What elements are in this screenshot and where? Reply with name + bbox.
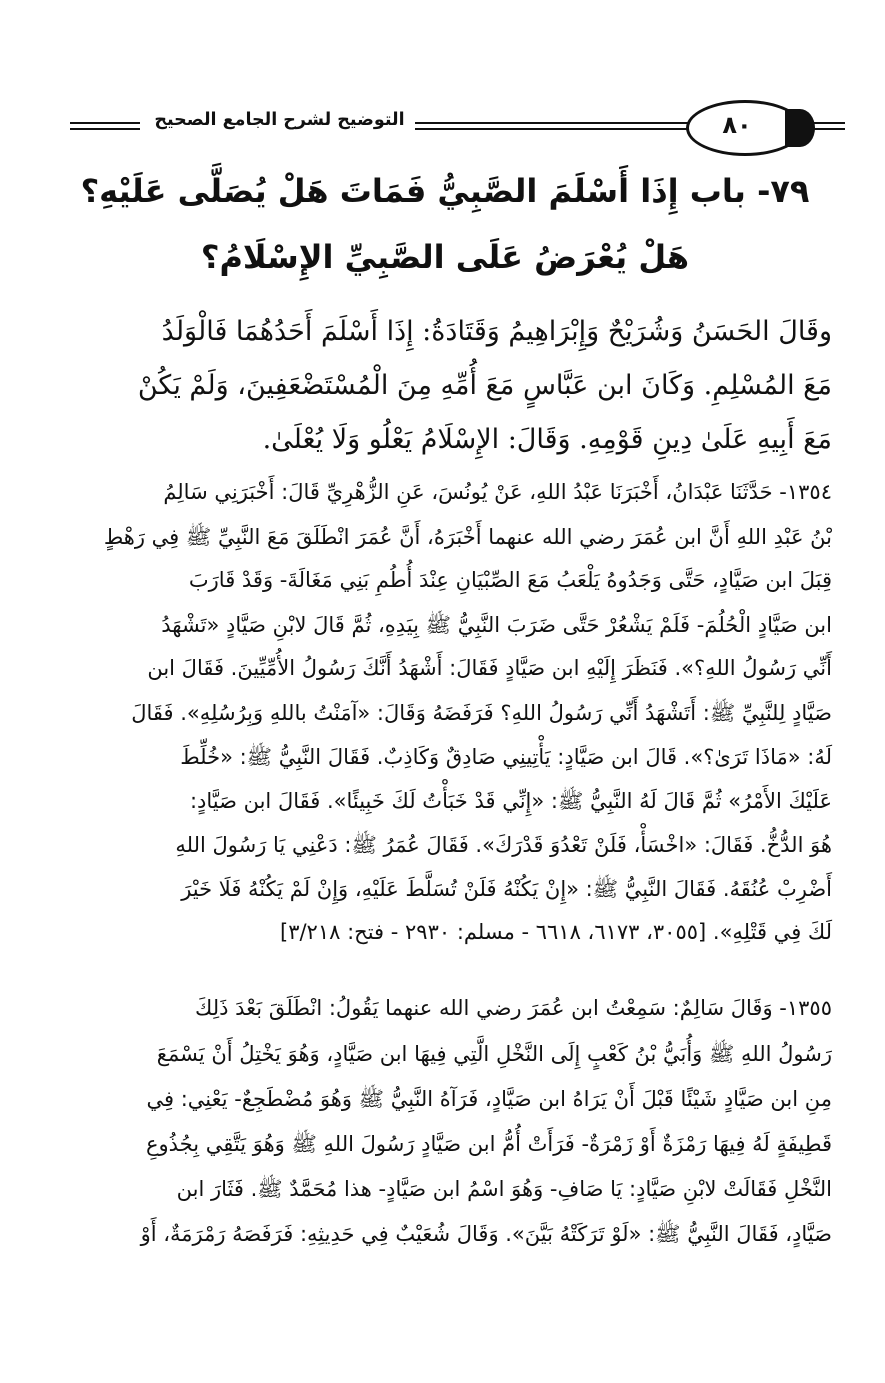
text-line: مِنِ ابن صَيَّادٍ شَيْئًا قَبْلَ أَنْ يَرَاهُ ابن صَيَّادٍ، فَرَآهُ النَّبِيُّ ﷺ وَهُوَ مُضْطَجِعٌ- يَعْنِي: فِي [146, 1087, 832, 1111]
text-line: مَعَ أَبِيهِ عَلَىٰ دِينِ قَوْمِهِ. وَقَالَ: الإِسْلَامُ يَعْلُو وَلَا يُعْلَىٰ. [262, 424, 832, 455]
text-line: وقَالَ الحَسَنُ وَشُرَيْحٌ وَإِبْرَاهِيمُ وَقَتَادَةُ: إِذَا أَسْلَمَ أَحَدُهُمَا فَالْوَلَدُ [161, 316, 832, 347]
chapter-title-line-2: هَلْ يُعْرَضُ عَلَى الصَّبِيِّ الإِسْلَامُ؟ [200, 238, 690, 276]
text-line: ابن صَيَّادٍ الْحُلُمَ- فَلَمْ يَشْعُرْ حَتَّى ضَرَبَ النَّبِيُّ ﷺ بِيَدِهِ، ثُمَّ قَالَ لابْنِ صَيَّادٍ «تَشْهَدُ [161, 613, 832, 637]
header-rule [805, 128, 845, 130]
text-line: لَكَ فِي قَتْلِهِ». [٣٠٥٥، ٦١٧٣، ٦٦١٨ - مسلم: ٢٩٣٠ - فتح: ٣/٢١٨] [280, 920, 832, 944]
hadith-1355 [62, 996, 832, 1276]
hadith-1354 [62, 480, 832, 970]
page-number-badge [686, 100, 804, 156]
text-line: أَضْرِبْ عُنُقَهُ. فَقَالَ النَّبِيُّ ﷺ: «إِنْ يَكُنْهُ فَلَنْ تُسَلَّطَ عَلَيْهِ، وَإِنْ لَمْ يَكُنْهُ فَلَا خَيْرَ [181, 877, 832, 901]
text-line: ١٣٥٤- حَدَّثَنَا عَبْدَانُ، أَخْبَرَنَا عَبْدُ اللهِ، عَنْ يُونُسَ، عَنِ الزُّهْرِيِّ قَالَ: أَخْبَرَنِي سَالِمُ [163, 480, 832, 504]
text-line: بْنُ عَبْدِ اللهِ أَنَّ ابن عُمَرَ رضي الله عنهما أَخْبَرَهُ، أَنَّ عُمَرَ انْطَلَقَ مَعَ النَّبِيِّ ﷺ فِي رَهْطٍ [103, 525, 832, 549]
header-rule [70, 128, 140, 130]
header-rule [70, 122, 140, 124]
text-line: رَسُولُ اللهِ ﷺ وَأُبَيُّ بْنُ كَعْبٍ إِلَى النَّخْلِ الَّتِي فِيهَا ابن صَيَّادٍ، وَهُوَ يَخْتِلُ أَنْ يَسْمَعَ [156, 1042, 832, 1066]
running-header [60, 96, 840, 162]
page-number: ٨٠ [722, 111, 752, 139]
text-line: ١٣٥٥- وَقَالَ سَالِمٌ: سَمِعْتُ ابن عُمَرَ رضي الله عنهما يَقُولُ: انْطَلَقَ بَعْدَ ذَلِكَ [195, 996, 832, 1020]
text-line: صَيَّادٍ لِلنَّبِيِّ ﷺ: أَتَشْهَدُ أَنِّي رَسُولُ اللهِ؟ فَرَفَضَهُ وَقَالَ: «آمَنْتُ باللهِ وَبِرُسُلِهِ». فَقَالَ [131, 701, 832, 725]
chapter-title-line-1: ٧٩- باب إِذَا أَسْلَمَ الصَّبِيُّ فَمَاتَ هَلْ يُصَلَّى عَلَيْهِ؟ [80, 172, 810, 210]
text-line: أَنِّي رَسُولُ اللهِ؟». فَنَظَرَ إِلَيْهِ ابن صَيَّادٍ فَقَالَ: أَشْهَدُ أَنَّكَ رَسُولُ الأُمِّيِّينَ. فَقَالَ ابن [147, 656, 832, 680]
text-line: هُوَ الدُّخُّ. فَقَالَ: «اخْسَأْ، فَلَنْ تَعْدُوَ قَدْرَكَ». فَقَالَ عُمَرُ ﷺ: دَعْنِي يَا رَسُولَ اللهِ [175, 833, 832, 857]
text-line: لَهُ: «مَاذَا تَرَىٰ؟». قَالَ ابن صَيَّادٍ: يَأْتِينِي صَادِقٌ وَكَاذِبٌ. فَقَالَ النَّبِيُّ ﷺ: «خُلِّطَ [180, 745, 832, 769]
book-title: التوضيح لشرح الجامع الصحيح [154, 110, 405, 130]
intro-paragraph [62, 316, 832, 486]
text-line: عَلَيْكَ الأَمْرُ» ثُمَّ قَالَ لَهُ النَّبِيُّ ﷺ: «إِنِّي قَدْ خَبَأْتُ لَكَ خَبِيئًا». فَقَالَ ابن صَيَّادٍ: [189, 789, 832, 813]
text-line: مَعَ المُسْلِمِ. وَكَانَ ابن عَبَّاسٍ مَعَ أُمِّهِ مِنَ الْمُسْتَضْعَفِينَ، وَلَمْ يَكُنْ [137, 370, 832, 401]
text-line: قِبَلَ ابن صَيَّادٍ، حَتَّى وَجَدُوهُ يَلْعَبُ مَعَ الصِّبْيَانِ عِنْدَ أُطُمِ بَنِي مَغَالَةَ- وَقَدْ قَارَبَ [188, 568, 832, 592]
text-line: قَطِيفَةٍ لَهُ فِيهَا رَمْزَةٌ أَوْ زَمْرَةٌ- فَرَأَتْ أُمُّ ابن صَيَّادٍ رَسُولَ اللهِ ﷺ وَهُوَ يَتَّقِي بِجُذُوعِ [145, 1132, 832, 1156]
text-line: النَّخْلِ فَقَالَتْ لابْنِ صَيَّادٍ: يَا صَافِ- وَهُوَ اسْمُ ابن صَيَّادٍ- هذا مُحَمَّدٌ ﷺ. فَثَارَ ابن [176, 1177, 832, 1201]
header-rule [805, 122, 845, 124]
text-line: صَيَّادٍ، فَقَالَ النَّبِيُّ ﷺ: «لَوْ تَرَكَتْهُ بَيَّنَ». وَقَالَ شُعَيْبٌ فِي حَدِيثِهِ: فَرَفَصَهُ رَمْرَمَةٌ، أَوْ [140, 1222, 832, 1246]
